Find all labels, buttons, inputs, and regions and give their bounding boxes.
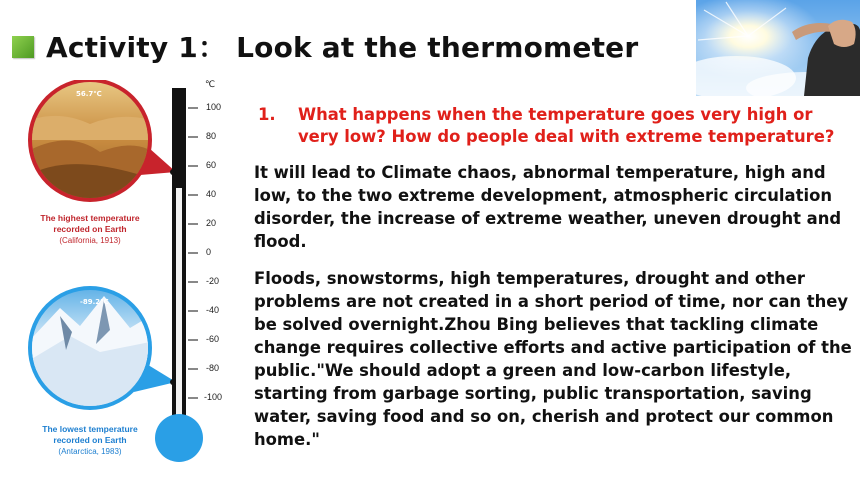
- title-bullet-icon: [12, 36, 34, 58]
- tick-label: -80: [206, 363, 220, 373]
- answer-paragraph: It will lead to Climate chaos, abnormal temperature, high and low, to the two extreme development, atmospheric circulation disorder, the increase of extreme weather, uneven drought and flood.: [254, 163, 842, 251]
- lowest-place: (Antarctica, 1983): [58, 447, 122, 456]
- sun-photo: [696, 0, 860, 96]
- highest-reading: 56.7℃: [76, 90, 102, 98]
- temperature-unit: ℃: [205, 80, 216, 90]
- answer-paragraph: Floods, snowstorms, high temperatures, drought and other problems are not created in a short period of time, nor can they be solved overnight.Zhou Bing believes that tackling climate change requires collective efforts and active participation of the public."We should adopt a green and low-carbon lifestyle, starting from garbage sorting, public transportation, saving water, saving food and so on, cherish and protect our common home.": [254, 269, 852, 449]
- tick-label: 40: [206, 189, 217, 199]
- question-text: What happens when the temperature goes very high or very low? How do people deal with extreme temperature?: [298, 105, 835, 146]
- tick-label: -100: [204, 392, 223, 402]
- tick-label: 0: [206, 247, 212, 257]
- tick-label: 20: [206, 218, 217, 228]
- tick-label: -60: [206, 334, 220, 344]
- lowest-reading: -89.2℃: [80, 298, 109, 306]
- highest-label-text: The highest temperature recorded on Earth: [40, 213, 140, 234]
- tick-label: 60: [206, 160, 217, 170]
- tick-label: 80: [206, 131, 217, 141]
- highest-temperature-label: [30, 213, 150, 246]
- lowest-temperature-label: [30, 424, 150, 457]
- tick-label: 100: [206, 102, 222, 112]
- tick-label: -40: [206, 305, 220, 315]
- highest-place: (California, 1913): [59, 236, 121, 245]
- page-title: Activity 1： Look at the thermometer: [46, 31, 639, 64]
- question-number: 1.: [258, 105, 276, 124]
- lowest-label-text: The lowest temperature recorded on Earth: [42, 424, 138, 445]
- tick-label: -20: [206, 276, 220, 286]
